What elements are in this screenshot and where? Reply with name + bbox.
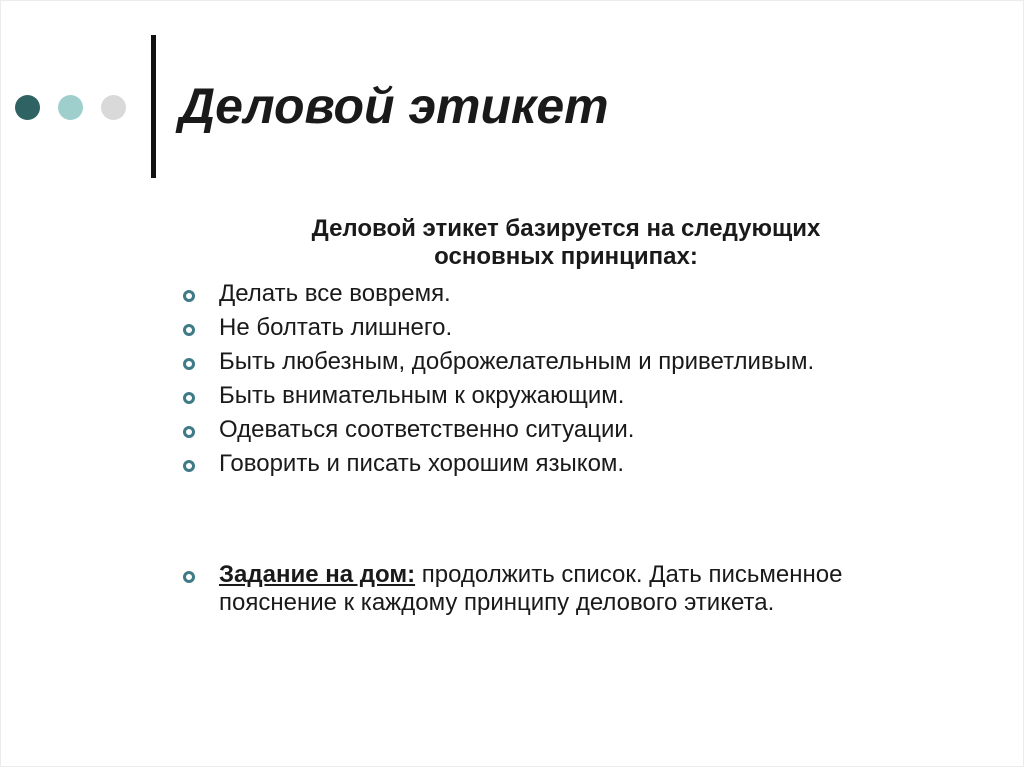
list-item-text: Быть любезным, доброжелательным и приветливым. xyxy=(219,348,815,375)
homework-item xyxy=(181,561,901,617)
homework-text: продолжить список. Дать письменное пояснение к каждому принципу делового этикета. xyxy=(219,561,843,616)
subtitle-line-1: Деловой этикет базируется на следующих xyxy=(311,215,821,242)
principles-list xyxy=(181,280,901,484)
dot-dark-icon xyxy=(15,95,40,120)
slide-subtitle xyxy=(201,215,931,271)
ring-bullet-icon xyxy=(183,290,195,302)
ring-bullet-icon xyxy=(183,571,195,583)
ring-bullet-icon xyxy=(183,426,195,438)
list-item-text: Не болтать лишнего. xyxy=(219,314,453,341)
list-item xyxy=(181,280,901,308)
decorative-dots xyxy=(15,93,126,121)
list-item xyxy=(181,382,901,410)
dot-gray-icon xyxy=(101,95,126,120)
dot-light-icon xyxy=(58,95,83,120)
ring-bullet-icon xyxy=(183,460,195,472)
list-item-text: Быть внимательным к окружающим. xyxy=(219,382,625,409)
list-item xyxy=(181,416,901,444)
title-divider xyxy=(151,35,156,178)
ring-bullet-icon xyxy=(183,324,195,336)
list-item-text: Делать все вовремя. xyxy=(219,280,451,307)
ring-bullet-icon xyxy=(183,392,195,404)
homework-label: Задание на дом: xyxy=(219,561,416,588)
homework-list xyxy=(181,561,901,617)
list-item xyxy=(181,348,901,376)
list-item xyxy=(181,450,901,478)
list-item-text: Одеваться соответственно ситуации. xyxy=(219,416,635,443)
slide-title: Деловой этикет xyxy=(179,78,609,134)
list-item xyxy=(181,314,901,342)
ring-bullet-icon xyxy=(183,358,195,370)
list-item-text: Говорить и писать хорошим языком. xyxy=(219,450,625,477)
subtitle-line-2: основных принципах: xyxy=(434,243,698,270)
